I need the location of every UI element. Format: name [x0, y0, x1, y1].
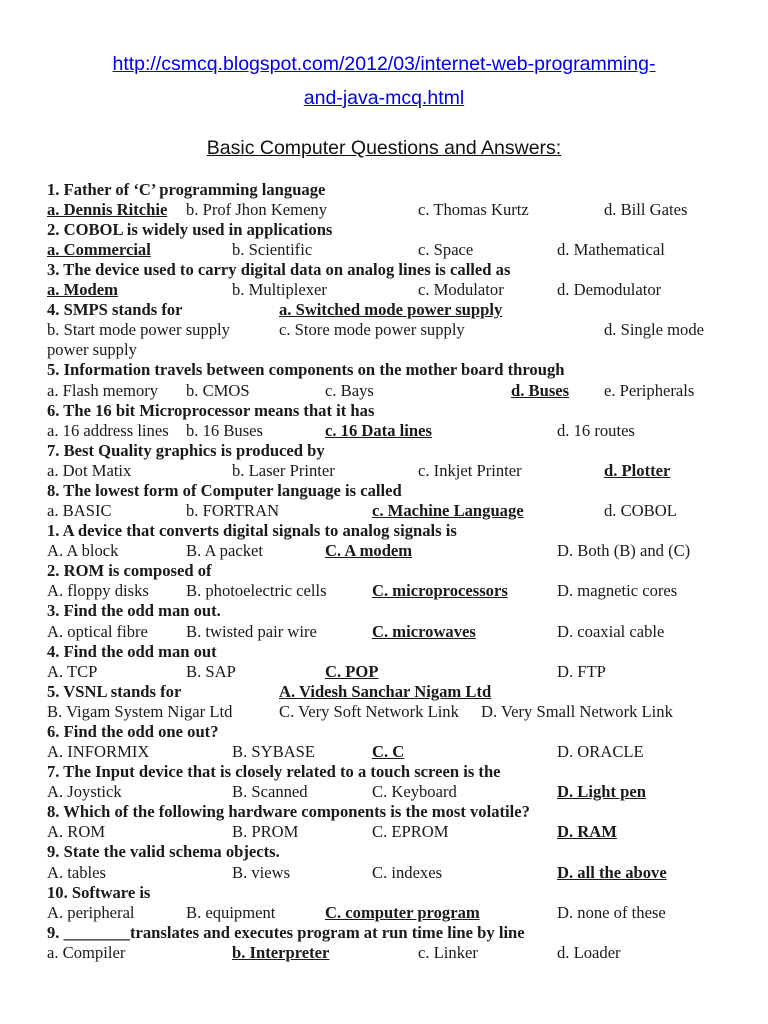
option: B. equipment	[186, 903, 276, 922]
option: d. Bill Gates	[604, 200, 688, 219]
option: d. Mathematical	[557, 240, 665, 259]
option: D. Very Small Network Link	[481, 702, 673, 721]
option: d. Single mode	[604, 320, 705, 339]
option: b. CMOS	[186, 381, 250, 400]
option: C. Very Soft Network Link	[279, 702, 459, 721]
option: A. floppy disks	[47, 581, 149, 600]
option: c. Bays	[325, 381, 374, 400]
option: b. FORTRAN	[186, 501, 280, 520]
question-row	[0, 441, 768, 461]
option: B. Scanned	[232, 782, 308, 801]
question-text: 2. COBOL is widely used in applications	[47, 220, 333, 239]
question-text: 3. Find the odd man out.	[47, 601, 221, 620]
option: c. Linker	[418, 943, 478, 962]
option: C. EPROM	[372, 822, 449, 841]
correct-answer: D. all the above	[557, 863, 667, 882]
question-row	[0, 601, 768, 621]
option: a. Dot Matix	[47, 461, 132, 480]
correct-answer: c. Machine Language	[372, 501, 524, 520]
option: D. Both (B) and (C)	[557, 541, 691, 560]
question-text: 4. Find the odd man out	[47, 642, 217, 661]
question-text: 7. Best Quality graphics is produced by	[47, 441, 325, 460]
options-row	[0, 240, 768, 260]
option: a. 16 address lines	[47, 421, 169, 440]
question-row	[0, 180, 768, 200]
option: a. Flash memory	[47, 381, 159, 400]
correct-answer: D. Light pen	[557, 782, 646, 801]
correct-answer: C. microwaves	[372, 622, 476, 641]
option: A. Joystick	[47, 782, 122, 801]
option: b. Prof Jhon Kemeny	[186, 200, 328, 219]
question-row	[0, 521, 768, 541]
options-row	[0, 421, 768, 441]
source-link[interactable]: http://csmcq.blogspot.com/2012/03/internet-web-programming-	[112, 53, 656, 75]
correct-answer: C. computer program	[325, 903, 480, 922]
options-row	[0, 501, 768, 521]
options-row	[0, 943, 768, 963]
options-row	[0, 622, 768, 642]
options-row	[0, 280, 768, 300]
option: B. A packet	[186, 541, 263, 560]
question-row	[0, 642, 768, 662]
question-row	[0, 923, 768, 943]
question-text: 5. Information travels between components on the mother board through	[47, 360, 565, 379]
question-text: 5. VSNL stands for	[47, 682, 182, 701]
option: B. Vigam System Nigar Ltd	[47, 702, 233, 721]
option: B. photoelectric cells	[186, 581, 327, 600]
question-row	[0, 682, 768, 702]
question-row	[0, 722, 768, 742]
option: a. BASIC	[47, 501, 112, 520]
question-row	[0, 360, 768, 380]
option: d. 16 routes	[557, 421, 635, 440]
question-text: 8. Which of the following hardware components is the most volatile?	[47, 802, 530, 821]
options-row	[0, 340, 768, 360]
question-text: 8. The lowest form of Computer language is called	[47, 481, 402, 500]
question-text: 3. The device used to carry digital data on analog lines is called as	[47, 260, 511, 279]
option: d. Demodulator	[557, 280, 662, 299]
options-row	[0, 742, 768, 762]
option: c. Thomas Kurtz	[418, 200, 529, 219]
options-row	[0, 320, 768, 340]
options-row	[0, 541, 768, 561]
option: A. peripheral	[47, 903, 135, 922]
option: B. views	[232, 863, 291, 882]
correct-answer: c. 16 Data lines	[325, 421, 432, 440]
question-text: 10. Software is	[47, 883, 151, 902]
question-text: 1. A device that converts digital signals to analog signals is	[47, 521, 457, 540]
options-row	[0, 822, 768, 842]
option: b. Scientific	[232, 240, 313, 259]
correct-answer: a. Switched mode power supply	[279, 300, 503, 319]
correct-answer: D. RAM	[557, 822, 617, 841]
options-row	[0, 200, 768, 220]
option: c. Store mode power supply	[279, 320, 465, 339]
source-link-continued[interactable]: and-java-mcq.html	[303, 87, 465, 109]
correct-answer: a. Dennis Ritchie	[47, 200, 168, 219]
option: e. Peripherals	[604, 381, 695, 400]
option: c. Modulator	[418, 280, 504, 299]
option: D. coaxial cable	[557, 622, 665, 641]
question-text: 2. ROM is composed of	[47, 561, 212, 580]
correct-answer: C. C	[372, 742, 405, 761]
question-text: 9. ________translates and executes program at run time line by line	[47, 923, 525, 942]
options-row	[0, 702, 768, 722]
option-continued: power supply	[47, 340, 137, 359]
option: A. INFORMIX	[47, 742, 150, 761]
option: A. tables	[47, 863, 106, 882]
option: b. 16 Buses	[186, 421, 263, 440]
question-text: 9. State the valid schema objects.	[47, 842, 280, 861]
options-row	[0, 662, 768, 682]
option: c. Inkjet Printer	[418, 461, 522, 480]
question-row	[0, 220, 768, 240]
option: b. Start mode power supply	[47, 320, 230, 339]
correct-answer: C. POP	[325, 662, 379, 681]
option: D. ORACLE	[557, 742, 644, 761]
question-row	[0, 401, 768, 421]
page-title: Basic Computer Questions and Answers:	[206, 137, 562, 159]
option: A. A block	[47, 541, 119, 560]
options-row	[0, 782, 768, 802]
options-row	[0, 461, 768, 481]
question-text: 6. The 16 bit Microprocessor means that it has	[47, 401, 375, 420]
question-row	[0, 260, 768, 280]
question-text: 6. Find the odd one out?	[47, 722, 219, 741]
option: A. TCP	[47, 662, 98, 681]
option: D. FTP	[557, 662, 606, 681]
question-text: 4. SMPS stands for	[47, 300, 183, 319]
option: D. magnetic cores	[557, 581, 678, 600]
option: A. ROM	[47, 822, 106, 841]
option: B. PROM	[232, 822, 299, 841]
option: C. indexes	[372, 863, 443, 882]
option: B. twisted pair wire	[186, 622, 317, 641]
correct-answer: b. Interpreter	[232, 943, 330, 962]
options-row	[0, 581, 768, 601]
correct-answer: d. Buses	[511, 381, 570, 400]
option: A. optical fibre	[47, 622, 148, 641]
option: B. SYBASE	[232, 742, 315, 761]
question-row	[0, 561, 768, 581]
correct-answer: C. A modem	[325, 541, 413, 560]
question-row	[0, 481, 768, 501]
option: b. Laser Printer	[232, 461, 335, 480]
option: D. none of these	[557, 903, 666, 922]
options-row	[0, 863, 768, 883]
option: d. Loader	[557, 943, 621, 962]
question-text: 1. Father of ‘C’ programming language	[47, 180, 326, 199]
option: b. Multiplexer	[232, 280, 327, 299]
correct-answer: d. Plotter	[604, 461, 671, 480]
question-row	[0, 762, 768, 782]
option: d. COBOL	[604, 501, 677, 520]
question-row	[0, 300, 768, 320]
question-row	[0, 842, 768, 862]
option: c. Space	[418, 240, 474, 259]
question-row	[0, 883, 768, 903]
question-row	[0, 802, 768, 822]
options-row	[0, 903, 768, 923]
options-row	[0, 381, 768, 401]
correct-answer: C. microprocessors	[372, 581, 508, 600]
question-text: 7. The Input device that is closely related to a touch screen is the	[47, 762, 501, 781]
option: C. Keyboard	[372, 782, 457, 801]
option: a. Compiler	[47, 943, 126, 962]
option: B. SAP	[186, 662, 236, 681]
correct-answer: a. Commercial	[47, 240, 151, 259]
correct-answer: a. Modem	[47, 280, 118, 299]
correct-answer: A. Videsh Sanchar Nigam Ltd	[279, 682, 492, 701]
